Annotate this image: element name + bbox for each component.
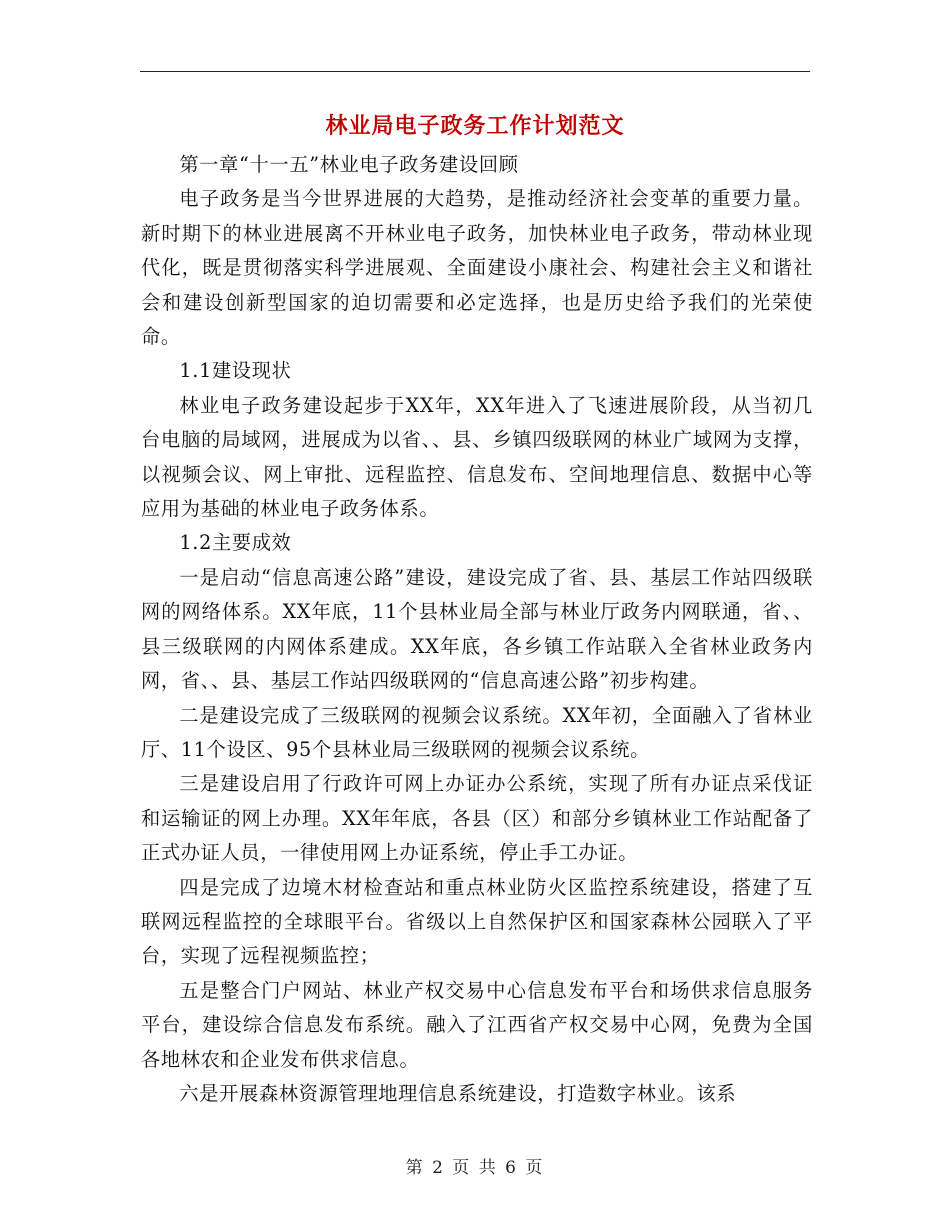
body-paragraph: 五是整合门户网站、林业产权交易中心信息发布平台和场供求信息服务平台，建设综合信息发布系统。融入了江西省产权交易中心网，免费为全国各地林农和企业发布供求信息。 bbox=[141, 978, 813, 1071]
section-heading: 1.2主要成效 bbox=[179, 531, 292, 555]
body-paragraph: 六是开展森林资源管理地理信息系统建设，打造数字林业。该系 bbox=[179, 1081, 737, 1105]
chapter-heading: 第一章“十一五”林业电子政务建设回顾 bbox=[179, 153, 519, 176]
document-body bbox=[141, 148, 813, 1111]
section-heading: 1.1建设现状 bbox=[179, 359, 292, 383]
document-title: 林业局电子政务工作计划范文 bbox=[325, 113, 625, 139]
body-paragraph: 三是建设启用了行政许可网上办证办公系统，实现了所有办证点采伐证和运输证的网上办理。XX年年底，各县（区）和部分乡镇林业工作站配备了正式办证人员，一律使用网上办证系统，停止手工办证。 bbox=[141, 772, 813, 865]
body-paragraph: 林业电子政务建设起步于XX年，XX年进入了飞速进展阶段，从当初几台电脑的局域网，进展成为以省、、县、乡镇四级联网的林业广域网为支撑，以视频会议、网上审批、远程监控、信息发布、空间地理信息、数据中心等应用为基础的林业电子政务体系。 bbox=[141, 393, 813, 521]
page-number: 第 2 页 共 6 页 bbox=[405, 1158, 545, 1178]
body-paragraph: 四是完成了边境木材检查站和重点林业防火区监控系统建设，搭建了互联网远程监控的全球眼平台。省级以上自然保护区和国家森林公园联入了平台，实现了远程视频监控； bbox=[141, 875, 813, 968]
body-paragraph: 电子政务是当今世界进展的大趋势，是推动经济社会变革的重要力量。新时期下的林业进展离不开林业电子政务，加快林业电子政务，带动林业现代化，既是贯彻落实科学进展观、全面建设小康社会、构建社会主义和谐社会和建设创新型国家的迫切需要和必定选择，也是历史给予我们的光荣使命。 bbox=[141, 187, 813, 349]
header-rule bbox=[140, 71, 810, 72]
body-paragraph: 一是启动“信息高速公路”建设，建设完成了省、县、基层工作站四级联网的网络体系。XX年底，11个县林业局全部与林业厅政务内网联通，省、、县三级联网的内网体系建成。XX年底，各乡镇工作站联入全省林业政务内网，省、、县、基层工作站四级联网的“信息高速公路”初步构建。 bbox=[141, 565, 813, 693]
body-paragraph: 二是建设完成了三级联网的视频会议系统。XX年初，全面融入了省林业厅、11个设区、95个县林业局三级联网的视频会议系统。 bbox=[141, 703, 813, 761]
